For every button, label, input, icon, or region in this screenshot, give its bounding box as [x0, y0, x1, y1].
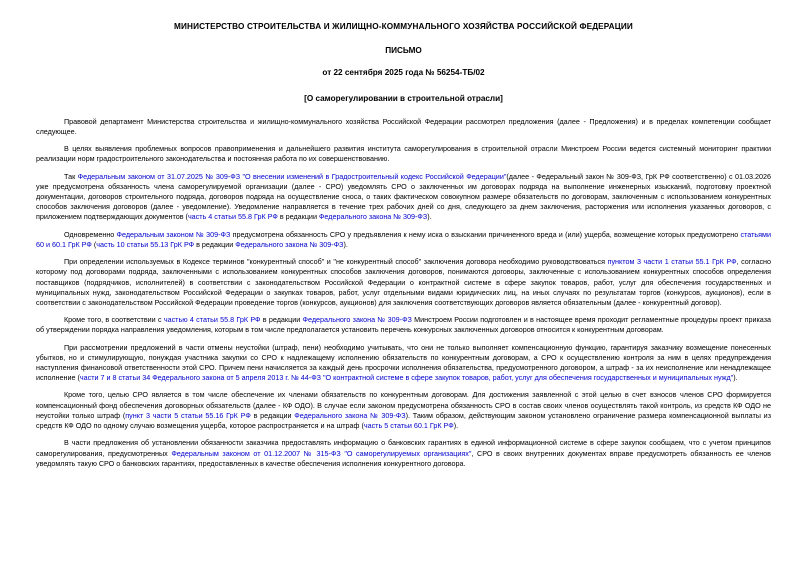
legal-reference-link[interactable]: Федерального закона № 309-ФЗ [302, 315, 412, 325]
legal-reference-link[interactable]: Федерального закона № 309-ФЗ [294, 410, 406, 420]
document-paragraph [36, 144, 771, 164]
document-body [36, 117, 771, 469]
document-paragraph [36, 438, 771, 469]
paragraph-text: При рассмотрении предложений в части отмены неустойки (штраф, пени) необходимо учитывать, что они не только выполняет компенсационную функцию, гарантируя заказчику возмещение понесенных убытков, но и стимулирующую, понуждая участника закупки со СРО к надлежащему исполнению обязательств по конкурентным договорам, а СРО к осуществлению контроля за ним в целях предупреждения наступления финансовой ответственности этой СРО. Причем пени начисляется за каждый день просрочки исполнения обязательства, предусмотренного договором, а штраф - за их неисполнение или ненадлежащее исполнение ( [36, 342, 771, 383]
paragraph-text: , СРО в своих внутренних документах вправе предусмотреть обязанность ее членов уведомлять такую СРО о банковских гарантиях, предоставленных в качестве обеспечения исполнения конкурентного договора. [36, 448, 771, 468]
legal-reference-link[interactable]: Федерального закона № 309-ФЗ [318, 212, 428, 222]
legal-reference-link[interactable]: часть 4 статьи 55.8 ГрК РФ [187, 212, 278, 222]
paragraph-text: предусмотрена обязанность СРО у предъявления к нему иска о взыскании причиненного вреда и (или) ущерба, возмещение которых предусмотрено [230, 229, 741, 239]
paragraph-text: ). [343, 239, 348, 249]
document-paragraph [36, 343, 771, 384]
legal-reference-link[interactable]: часть 10 статьи 55.13 ГрК РФ [96, 239, 195, 249]
paragraph-text: фактическом совокупном размере обязательств по договорам, заключенным с использованием конкурентных способов заключения договоров (далее - уведомление). Уведомление направляется в течение трех рабочих дней со дня, следующего за днем заключения, расторжения или исполнения указанных договоров, с приложением подтверждающих документов ( [36, 191, 771, 222]
legal-reference-link[interactable]: пунктом 3 части 1 статьи 55.1 ГрК РФ [607, 257, 737, 267]
paragraph-text: При определении используемых в Кодексе терминов "конкурентный способ" и "не конкурентный способ" заключения договора необходимо руководствоваться [64, 257, 608, 267]
paragraph-text: ). Таким образом, действующим законом установлено ограничение размера компенсационной выплаты из средств КФ ОДО по одному случаю возмещения ущерба, которое распространяется и на штраф ( [36, 410, 771, 431]
paragraph-text: Одновременно [64, 229, 117, 239]
paragraph-text: ). [733, 373, 738, 383]
paragraph-text: в редакции [250, 410, 295, 420]
paragraph-text: в редакции [194, 239, 236, 249]
document-subject: [О саморегулировании в строительной отрасли] [304, 93, 503, 103]
document-number: от 22 сентября 2025 года № 56254-ТБ/02 [322, 67, 485, 77]
document-header [36, 22, 771, 103]
document-type: ПИСЬМО [385, 45, 422, 55]
document-paragraph [36, 172, 771, 223]
legal-reference-link[interactable]: Федеральным законом от 01.12.2007 № 315-ФЗ "О саморегулируемых организациях" [171, 448, 472, 458]
legal-reference-link[interactable]: пункт 3 части 5 статьи 55.16 ГрК РФ [125, 410, 251, 420]
legal-reference-link[interactable]: частью 4 статьи 55.8 ГрК РФ [163, 315, 261, 325]
paragraph-text: , согласно которому под договорами подряда, заключенными с использованием конкурентных способов заключения договоров, понимаются договоры, заключенные с использованием конкурентных способов определения поставщиков (подрядчиков, исполнителей) в соответствии с законодательством Российской Федерации о контрактной системе в сфере закупок товаров, работ, услуг для обеспечения государственных и муниципальных нужд, законодательством Российской Федерации о закупках товаров, работ, услуг отдельными видами юридических лиц, на иных случаях по результатам торгов (конкурсов, аукционов), если в соответствии с законодательством Российской Федерации проведение торгов (конкурсов, аукционов) для заключения соответствующих договоров является обязательным (далее - конкурентный договор). [36, 257, 771, 307]
paragraph-text: В целях выявления проблемных вопросов правоприменения и дальнейшего развития института саморегулирования в строительной отрасли Минстроем России ведется системный мониторинг практики реализации норм градостроительного законодательства и постоянная работа по их совершенствованию. [36, 144, 771, 164]
paragraph-text: в редакции [260, 315, 303, 325]
paragraph-text: в редакции [277, 212, 319, 222]
paragraph-text: В части предложения об установлении обязанности заказчика предоставлять информацию о банковских гарантиях в единой информационной системе в сфере закупок сообщаем, что с учетом принципов саморегулирования, предусмотренных [36, 438, 771, 458]
paragraph-text: ). [427, 212, 432, 222]
legal-reference-link[interactable]: статьями 60 и 60.1 ГрК РФ [36, 229, 772, 249]
ministry-title: МИНИСТЕРСТВО СТРОИТЕЛЬСТВА И ЖИЛИЩНО-КОММУНАЛЬНОГО ХОЗЯЙСТВА РОССИЙСКОЙ ФЕДЕРАЦИИ [174, 22, 633, 31]
document-paragraph [36, 230, 771, 250]
legal-reference-link[interactable]: часть 5 статьи 60.1 ГрК РФ [363, 421, 454, 431]
paragraph-text: Кроме того, в соответствии с [64, 315, 164, 325]
legal-reference-link[interactable]: части 7 и 8 статьи 34 Федерального закона от 5 апреля 2013 г. № 44-ФЗ "О контрактной системе в сфере закупок товаров, работ, услуг для обеспечения государственных и муниципальных нужд" [79, 373, 734, 383]
document-paragraph [36, 257, 771, 308]
paragraph-text: Правовой департамент Министерства строительства и жилищно-коммунального хозяйства Российской Федерации рассмотрел предложения (далее - Предложения) и в пределах компетенции сообщает следующее. [36, 116, 771, 136]
paragraph-text: (далее - Федеральный закон № 309-ФЗ, ГрК РФ соответственно) с 01.03.2026 уже предусмотрена обязанность члена саморегулируемой организации (далее - СРО) уведомлять СРО о заключенных им договорах подряда на выполнение инженерных изысканий, подготовку проектной документации, договоров строительного подряда, договоров подряда на осуществление сноса, о таких [36, 171, 771, 201]
legal-reference-link[interactable]: Федерального закона № 309-ФЗ [235, 239, 344, 249]
document-paragraph [36, 117, 771, 137]
paragraph-text: Так [64, 171, 78, 181]
document-paragraph [36, 315, 771, 335]
legal-reference-link[interactable]: Федеральным законом № 309-ФЗ [116, 229, 231, 239]
paragraph-text: ( [91, 239, 97, 249]
paragraph-text: Кроме того, целью СРО является в том числе обеспечение их членами обязательств по конкурентным договорам. Для достижения заявленной с этой целью в счет взносов членов СРО формируется компенсационный фонд обеспечения договорных обязательств (далее - КФ ОДО). В случае если законом предусмотрена обязанность СРО в состав своих членов осуществлять такой контроль, из средств КФ ОДО не неустойки только штраф ( [36, 390, 771, 420]
document-paragraph [36, 390, 771, 431]
legal-reference-link[interactable]: Федеральным законом от 31.07.2025 № 309-ФЗ "О внесении изменений в Градостроительный кодекс Российской Федерации" [77, 171, 507, 181]
paragraph-text: ). [453, 421, 459, 431]
paragraph-text: Минстроем России подготовлен и в настоящее время проходит регламентные процедуры проект приказа об утверждении порядка направления уведомления, которым в том числе предполагается установить перечень конкурсных заключенных договоров относится к конкурентным договорам. [36, 315, 771, 335]
